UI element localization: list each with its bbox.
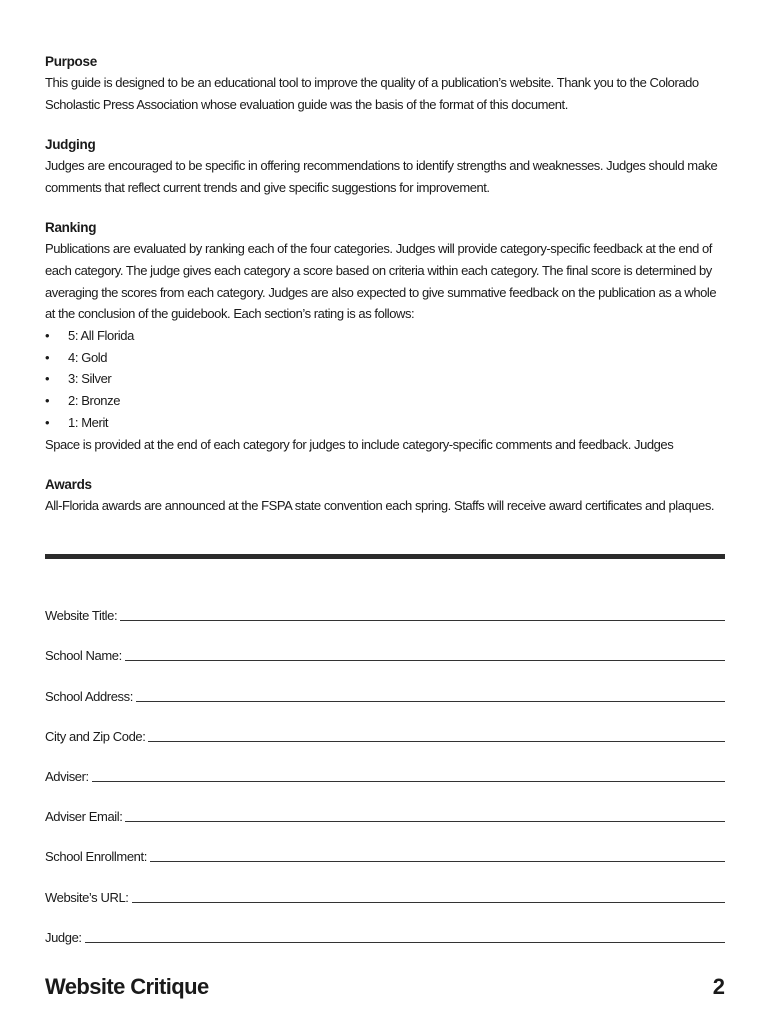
school-address-row <box>45 666 725 706</box>
purpose-section <box>45 52 725 115</box>
school-address-label: School Address: <box>45 688 133 704</box>
adviser-email-field[interactable] <box>125 807 725 822</box>
awards-text: All-Florida awards are announced at the FSPA state convention each spring. Staffs will receive award certificates and plaques. <box>45 498 715 514</box>
adviser-label: Adviser: <box>45 768 89 784</box>
ranking-heading: Ranking <box>45 220 97 236</box>
school-name-row <box>45 626 725 666</box>
rating-label: 3: Silver <box>68 371 112 387</box>
bullet-icon: • <box>45 414 50 430</box>
rating-list <box>45 325 725 434</box>
judge-field[interactable] <box>85 928 725 943</box>
school-enrollment-label: School Enrollment: <box>45 849 147 865</box>
judging-text: Judges are encouraged to be specific in offering recommendations to identify strengths and weaknesses. Judges should make comments that reflect current trends and give specific suggestions for improvement. <box>45 158 718 195</box>
bullet-icon: • <box>45 393 50 409</box>
ranking-feedback-note: Space is provided at the end of each category for judges to include category-specific comments and feedback. Judges <box>45 436 674 452</box>
list-item <box>45 347 725 369</box>
awards-heading: Awards <box>45 477 92 493</box>
judge-label: Judge: <box>45 929 82 945</box>
list-item <box>45 390 725 412</box>
section-divider <box>45 554 725 559</box>
list-item <box>45 325 725 347</box>
school-address-field[interactable] <box>136 687 725 702</box>
list-item <box>45 412 725 434</box>
entry-form <box>45 586 725 948</box>
page-number: 2 <box>712 974 725 999</box>
adviser-email-label: Adviser Email: <box>45 809 123 825</box>
bullet-icon: • <box>45 349 50 365</box>
rating-label: 2: Bronze <box>68 393 121 409</box>
website-title-field[interactable] <box>120 606 725 621</box>
school-enrollment-row <box>45 827 725 867</box>
city-zip-label: City and Zip Code: <box>45 728 146 744</box>
awards-section <box>45 475 725 517</box>
document-title: Website Critique <box>45 974 209 999</box>
school-enrollment-field[interactable] <box>150 847 725 862</box>
ranking-section <box>45 218 725 455</box>
adviser-row <box>45 747 725 787</box>
guide-content <box>45 52 725 537</box>
purpose-text: This guide is designed to be an educational tool to improve the quality of a publication’s website. Thank you to the Colorado Scholastic Press Association whose evaluation guide was the basis of the format of this document. <box>45 75 699 112</box>
bullet-icon: • <box>45 371 50 387</box>
school-name-label: School Name: <box>45 648 122 664</box>
adviser-email-row <box>45 787 725 827</box>
city-zip-field[interactable] <box>148 727 725 742</box>
bullet-icon: • <box>45 327 50 343</box>
website-title-row <box>45 586 725 626</box>
list-item <box>45 368 725 390</box>
website-url-label: Website’s URL: <box>45 889 129 905</box>
ranking-text: Publications are evaluated by ranking each of the four categories. Judges will provide category-specific feedback at the end of each category. The judge gives each category a score based on criteria within each category. The final score is determined by averaging the scores from each category. Judges are also expected to give summative feedback on the publication as a whole at the conclusion of the guidebook. Each section’s rating is as follows: <box>45 241 717 322</box>
purpose-heading: Purpose <box>45 54 97 69</box>
rating-label: 5: All Florida <box>68 327 134 343</box>
website-title-label: Website Title: <box>45 608 118 624</box>
city-zip-row <box>45 707 725 747</box>
adviser-field[interactable] <box>92 767 725 782</box>
school-name-field[interactable] <box>125 646 725 661</box>
website-url-field[interactable] <box>132 888 725 903</box>
rating-label: 4: Gold <box>68 349 108 365</box>
page-footer <box>45 974 725 1000</box>
rating-label: 1: Merit <box>68 414 109 430</box>
judging-section <box>45 135 725 198</box>
judging-heading: Judging <box>45 137 96 153</box>
website-url-row <box>45 867 725 907</box>
judge-row <box>45 908 725 948</box>
